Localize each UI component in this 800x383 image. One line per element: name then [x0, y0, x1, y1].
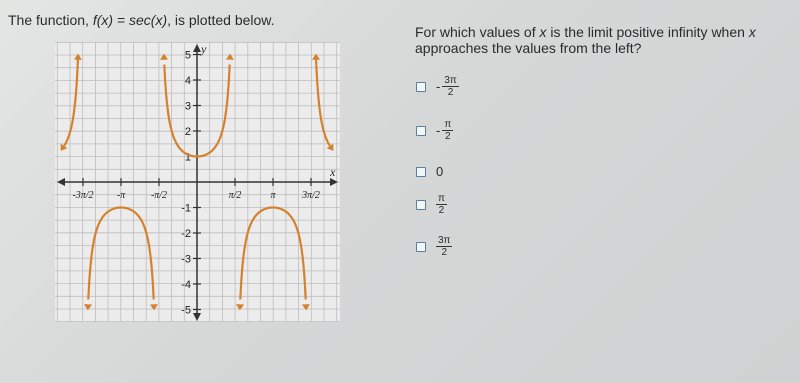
checkbox[interactable]: [416, 126, 426, 136]
x-tick-label: -3π/2: [72, 190, 94, 201]
question-text: [415, 24, 800, 56]
option-neg-3pi-over-2[interactable]: [416, 75, 459, 98]
question-part: approaches the values from the left?: [415, 40, 642, 56]
fraction-numerator: 3π: [444, 75, 457, 86]
option-neg-pi-over-2[interactable]: [416, 119, 453, 142]
x-tick-label: 3π/2: [302, 190, 320, 201]
checkbox[interactable]: [416, 167, 426, 177]
fraction: [436, 193, 447, 216]
checkbox[interactable]: [416, 242, 426, 252]
graph-svg: [55, 42, 340, 322]
option-label: [436, 235, 452, 258]
x-tick-label: π/2: [228, 190, 242, 201]
y-tick-label: 4: [184, 75, 191, 87]
question-variable: x: [539, 24, 547, 40]
option-pi-over-2[interactable]: [416, 193, 447, 216]
y-tick-label: -5: [181, 304, 191, 317]
y-tick-label: -1: [181, 202, 191, 215]
question-variable: x: [748, 24, 756, 40]
y-tick-label: -4: [181, 279, 191, 291]
option-3pi-over-2[interactable]: [416, 235, 452, 258]
checkbox[interactable]: [416, 200, 426, 210]
option-zero[interactable]: [416, 164, 443, 179]
function-expression: f(x) = sec(x): [92, 12, 168, 28]
y-tick-label: 3: [184, 100, 191, 113]
fraction: [442, 119, 453, 142]
x-tick-label: -π/2: [150, 190, 168, 201]
option-sign: -: [436, 79, 441, 94]
statement-text-end: , is plotted below.: [167, 12, 275, 28]
y-tick-label: -3: [181, 253, 191, 266]
option-sign: -: [436, 123, 441, 138]
fraction-denominator: 2: [445, 131, 451, 142]
fraction-denominator: 2: [438, 205, 445, 216]
y-tick-label: 5: [184, 49, 191, 62]
option-label: [436, 75, 459, 98]
checkbox[interactable]: [416, 82, 426, 92]
fraction-numerator: 3π: [438, 235, 451, 246]
y-axis-label: y: [201, 42, 207, 56]
fraction-numerator: π: [438, 193, 445, 204]
fraction: [442, 75, 458, 98]
sec-graph: [55, 42, 340, 322]
option-label: [436, 164, 443, 179]
function-statement: [8, 12, 275, 28]
statement-text: The function,: [8, 12, 93, 28]
fraction-numerator: π: [444, 119, 452, 130]
fraction-denominator: 2: [441, 247, 448, 258]
x-tick-label: -π: [116, 190, 126, 201]
y-tick-label: 2: [184, 126, 191, 138]
x-axis-label: x: [330, 165, 336, 179]
option-label: [436, 119, 453, 142]
fraction: [436, 235, 452, 258]
option-value: 0: [436, 164, 444, 179]
question-part: is the limit positive infinity when: [546, 24, 749, 40]
question-part: For which values of: [415, 24, 540, 40]
fraction-denominator: 2: [447, 87, 454, 98]
y-tick-label: -2: [181, 228, 191, 240]
x-tick-label: π: [270, 190, 276, 201]
y-tick-label: 1: [184, 151, 191, 164]
option-label: [436, 193, 447, 216]
